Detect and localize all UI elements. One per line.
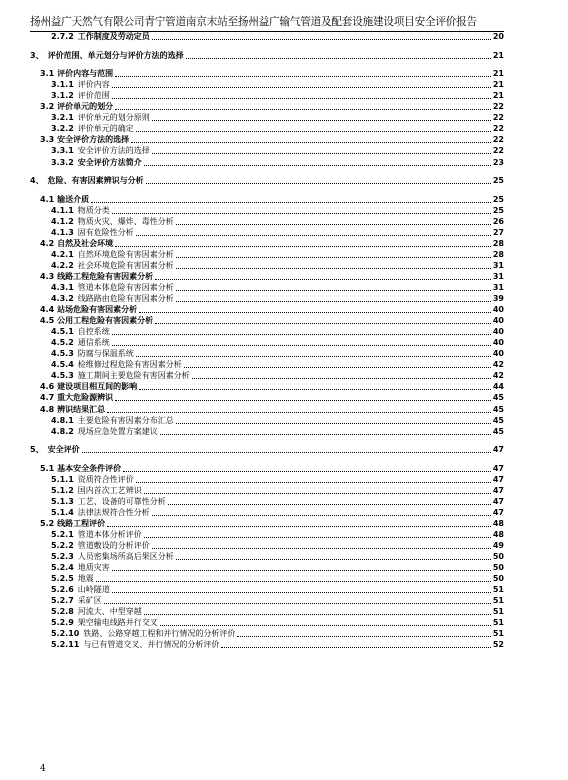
toc-entry-page: 40: [492, 349, 504, 359]
toc-entry-title: 评价内容: [77, 80, 110, 90]
toc-dot-leader: [112, 345, 491, 346]
toc-entry[interactable]: [30, 227, 504, 238]
toc-entry-page: 22: [492, 113, 504, 123]
toc-entry-page: 31: [492, 260, 504, 270]
toc-dot-leader: [192, 378, 491, 379]
toc-entry-page: 42: [492, 360, 504, 370]
toc-entry-number: 5.2.5: [51, 574, 74, 584]
toc-entry-title: 管道本体危险有害因素分析: [77, 282, 174, 292]
toc-entry[interactable]: [30, 304, 504, 315]
toc-entry-number: 5.2.2: [51, 541, 74, 551]
toc-dot-leader: [136, 356, 491, 357]
toc-entry-title: 物质分类: [77, 205, 110, 215]
toc-entry[interactable]: [30, 101, 504, 112]
toc-entry-number: 4.2: [40, 238, 55, 248]
toc-dot-leader: [184, 367, 491, 368]
toc-entry-number: 3.2.1: [51, 113, 74, 123]
toc-entry-page: 28: [492, 238, 504, 248]
toc-entry-title: 河流大、中型穿越: [77, 607, 142, 617]
toc-dot-leader: [112, 570, 491, 571]
toc-dot-leader: [176, 290, 491, 291]
toc-dot-leader: [152, 39, 491, 40]
toc-entry-number: 3.1: [40, 69, 55, 79]
toc-entry-page: 21: [492, 50, 504, 60]
toc-entry[interactable]: [30, 562, 504, 573]
toc-entry-title: 法律法规符合性分析: [77, 507, 150, 517]
toc-entry[interactable]: [30, 238, 504, 249]
toc-entry-number: 4.8.2: [51, 426, 74, 436]
toc-entry[interactable]: [30, 370, 504, 381]
toc-entry[interactable]: [30, 326, 504, 337]
toc-entry[interactable]: [30, 315, 504, 326]
toc-entry-page: 45: [492, 426, 504, 436]
toc-entry[interactable]: [30, 90, 504, 101]
toc-entry-number: 4.3.1: [51, 282, 74, 292]
toc-entry-title: 危险、有害因素辨识与分析: [47, 176, 144, 186]
toc-entry-page: 47: [492, 496, 504, 506]
toc-entry-number: 5、: [30, 445, 44, 455]
toc-entry[interactable]: [30, 444, 504, 455]
toc-entry-page: 51: [492, 596, 504, 606]
toc-entry-title: 辨识结果汇总: [57, 404, 106, 414]
toc-entry[interactable]: [30, 249, 504, 260]
toc-entry-page: 47: [492, 507, 504, 517]
toc-entry-number: 3.1.2: [51, 91, 74, 101]
toc-entry-page: 48: [492, 518, 504, 528]
toc-entry-number: 4.2.2: [51, 260, 74, 270]
toc-dot-leader: [152, 153, 491, 154]
toc-dot-leader: [176, 301, 491, 302]
toc-dot-leader: [139, 312, 491, 313]
toc-entry-page: 47: [492, 445, 504, 455]
toc-entry-number: 4.1.2: [51, 216, 74, 226]
toc-dot-leader: [115, 109, 491, 110]
toc-entry-number: 4.1.3: [51, 227, 74, 237]
toc-dot-leader: [91, 202, 491, 203]
toc-entry-number: 4.1: [40, 194, 55, 204]
toc-entry-page: 48: [492, 529, 504, 539]
toc-entry[interactable]: [30, 260, 504, 271]
toc-entry-title: 线路工程危险有害因素分析: [57, 271, 154, 281]
toc-entry-number: 5.2.8: [51, 607, 74, 617]
toc-dot-leader: [115, 76, 491, 77]
toc-dot-leader: [104, 603, 491, 604]
toc-entry-title: 通信系统: [77, 338, 110, 348]
toc-entry-title: 铁路、公路穿越工程和并行情况的分析评价: [83, 629, 236, 639]
toc-dot-leader: [136, 235, 491, 236]
toc-entry-page: 22: [492, 146, 504, 156]
toc-entry-number: 4.5.1: [51, 327, 74, 337]
toc-entry-number: 5.2.7: [51, 596, 74, 606]
toc-entry-page: 40: [492, 316, 504, 326]
toc-entry-number: 4.1.1: [51, 205, 74, 215]
toc-entry-number: 5.2.4: [51, 563, 74, 573]
toc-entry[interactable]: [30, 403, 504, 414]
toc-entry-title: 人员密集场所高后果区分析: [77, 552, 174, 562]
toc-entry[interactable]: [30, 381, 504, 392]
toc-dot-leader: [176, 268, 491, 269]
toc-entry-number: 5.1.3: [51, 496, 74, 506]
toc-entry[interactable]: [30, 426, 504, 437]
toc-entry[interactable]: [30, 518, 504, 529]
toc-entry-page: 51: [492, 618, 504, 628]
toc-entry[interactable]: [30, 628, 504, 639]
toc-entry-title: 自然及社会环境: [57, 238, 114, 248]
toc-entry-page: 45: [492, 415, 504, 425]
toc-entry[interactable]: [30, 584, 504, 595]
toc-entry-title: 社会环境危险有害因素分析: [77, 260, 174, 270]
toc-dot-leader: [168, 504, 491, 505]
toc-entry-number: 4.5: [40, 316, 55, 326]
toc-dot-leader: [115, 400, 491, 401]
toc-entry-number: 4.3: [40, 271, 55, 281]
toc-entry[interactable]: [30, 573, 504, 584]
toc-dot-leader: [115, 246, 491, 247]
toc-entry-title: 自控系统: [77, 327, 110, 337]
toc-entry-title: 评价单元的划分: [57, 102, 114, 112]
toc-entry[interactable]: [30, 496, 504, 507]
toc-entry[interactable]: [30, 282, 504, 293]
page-number: 4: [40, 764, 46, 774]
toc-entry-page: 21: [492, 69, 504, 79]
toc-entry-page: 21: [492, 91, 504, 101]
toc-entry-page: 52: [492, 640, 504, 650]
toc-entry[interactable]: [30, 31, 504, 42]
toc-entry-page: 47: [492, 485, 504, 495]
toc-dot-leader: [186, 58, 491, 59]
toc-entry-title: 评价单元的划分原则: [77, 113, 150, 123]
toc-dot-leader: [155, 279, 491, 280]
toc-entry-page: 45: [492, 393, 504, 403]
toc-entry[interactable]: [30, 348, 504, 359]
toc-entry-number: 3.1.1: [51, 80, 74, 90]
toc-entry[interactable]: [30, 205, 504, 216]
toc-dot-leader: [139, 389, 491, 390]
toc-entry[interactable]: [30, 68, 504, 79]
toc-entry[interactable]: [30, 359, 504, 370]
toc-entry-page: 39: [492, 294, 504, 304]
toc-dot-leader: [146, 183, 491, 184]
toc-dot-leader: [112, 98, 491, 99]
toc-dot-leader: [144, 493, 491, 494]
toc-entry-number: 4.5.3: [51, 371, 74, 381]
toc-entry-number: 4.7: [40, 393, 55, 403]
toc-entry-title: 主要危险有害因素分布汇总: [77, 415, 174, 425]
toc-dot-leader: [155, 323, 491, 324]
toc-entry-title: 基本安全条件评价: [57, 463, 122, 473]
toc-entry[interactable]: [30, 50, 504, 61]
toc-entry-title: 安全评价: [47, 445, 80, 455]
toc-entry-title: 检维修过程危险有害因素分析: [77, 360, 182, 370]
toc-entry-number: 3.3.1: [51, 146, 74, 156]
toc-entry[interactable]: [30, 485, 504, 496]
toc-entry-number: 4.8: [40, 404, 55, 414]
toc-entry-title: 评价范围、单元划分与评价方法的选择: [47, 50, 184, 60]
toc-entry-title: 站场危险有害因素分析: [57, 305, 138, 315]
toc-dot-leader: [112, 334, 491, 335]
toc-entry-page: 44: [492, 382, 504, 392]
toc-entry-number: 2.7.2: [51, 32, 74, 42]
toc-entry-page: 22: [492, 124, 504, 134]
toc-entry-title: 线路工程评价: [57, 518, 106, 528]
toc-dot-leader: [136, 482, 491, 483]
toc-entry[interactable]: [30, 337, 504, 348]
toc-entry-number: 5.2.6: [51, 585, 74, 595]
toc-dot-leader: [221, 647, 491, 648]
toc-entry-number: 5.2: [40, 518, 55, 528]
toc-entry[interactable]: [30, 134, 504, 145]
toc-entry[interactable]: [30, 175, 504, 186]
toc-entry[interactable]: [30, 606, 504, 617]
toc-entry[interactable]: [30, 156, 504, 167]
toc-entry-page: 23: [492, 157, 504, 167]
toc-entry-number: 4.5.4: [51, 360, 74, 370]
toc-entry-number: 4.3.2: [51, 294, 74, 304]
toc-entry-title: 固有危险性分析: [77, 227, 134, 237]
toc-dot-leader: [136, 131, 491, 132]
toc-entry-number: 5.1: [40, 463, 55, 473]
toc-entry-page: 42: [492, 371, 504, 381]
toc-dot-leader: [96, 581, 491, 582]
toc-dot-leader: [144, 614, 491, 615]
toc-dot-leader: [176, 224, 491, 225]
toc-entry[interactable]: [30, 79, 504, 90]
toc-entry-number: 3.2: [40, 102, 55, 112]
toc-entry-title: 评价单元的确定: [77, 124, 134, 134]
toc-entry-page: 40: [492, 305, 504, 315]
toc-entry[interactable]: [30, 507, 504, 518]
toc-entry-title: 工作制度及劳动定员: [77, 32, 150, 42]
toc-entry-page: 51: [492, 585, 504, 595]
toc-entry-page: 31: [492, 282, 504, 292]
toc-entry-page: 49: [492, 541, 504, 551]
toc-entry-number: 4.2.1: [51, 249, 74, 259]
toc-dot-leader: [176, 257, 491, 258]
toc-entry-number: 4.6: [40, 382, 55, 392]
toc-entry-title: 安全评价方法的选择: [77, 146, 150, 156]
toc-entry-title: 地震: [77, 574, 94, 584]
toc-entry-number: 5.1.4: [51, 507, 74, 517]
toc-entry[interactable]: [30, 415, 504, 426]
toc-entry[interactable]: [30, 617, 504, 628]
toc-dot-leader: [152, 515, 491, 516]
toc-entry-title: 地质灾害: [77, 563, 110, 573]
toc-entry-title: 评价范围: [77, 91, 110, 101]
toc-entry-number: 3.3.2: [51, 157, 74, 167]
toc-entry[interactable]: [30, 145, 504, 156]
toc-entry-page: 45: [492, 404, 504, 414]
toc-dot-leader: [112, 592, 491, 593]
toc-entry-title: 防腐与保温系统: [77, 349, 134, 359]
toc-entry-title: 采矿区: [77, 596, 102, 606]
toc-entry-page: 27: [492, 227, 504, 237]
toc-entry[interactable]: [30, 216, 504, 227]
toc-dot-leader: [152, 120, 491, 121]
toc-entry-page: 50: [492, 574, 504, 584]
toc-entry-page: 21: [492, 80, 504, 90]
toc-entry-number: 3、: [30, 50, 44, 60]
toc-entry-title: 安全评价方法的选择: [57, 135, 130, 145]
toc-dot-leader: [107, 526, 491, 527]
toc-dot-leader: [144, 165, 491, 166]
toc-entry-number: 5.1.2: [51, 485, 74, 495]
toc-dot-leader: [176, 423, 491, 424]
toc-entry[interactable]: [30, 112, 504, 123]
toc-entry-page: 26: [492, 216, 504, 226]
toc-entry-number: 3.3: [40, 135, 55, 145]
toc-dot-leader: [82, 452, 491, 453]
toc-dot-leader: [160, 434, 491, 435]
toc-entry[interactable]: [30, 392, 504, 403]
toc-entry-page: 40: [492, 327, 504, 337]
toc-dot-leader: [107, 412, 491, 413]
toc-entry-page: 47: [492, 474, 504, 484]
toc-entry-page: 50: [492, 563, 504, 573]
toc-entry-number: 4.8.1: [51, 415, 74, 425]
toc-entry-page: 51: [492, 629, 504, 639]
toc-entry-number: 4.5.3: [51, 349, 74, 359]
toc-entry-title: 重大危险源辨识: [57, 393, 114, 403]
toc-dot-leader: [237, 636, 491, 637]
toc-entry-title: 评价内容与范围: [57, 69, 114, 79]
toc-entry-title: 管道敷设的分析评价: [77, 541, 150, 551]
toc-entry-title: 现场应急处置方案建议: [77, 426, 158, 436]
toc-entry[interactable]: [30, 551, 504, 562]
toc-entry-page: 47: [492, 463, 504, 473]
toc-entry-title: 输送介质: [57, 194, 90, 204]
toc-entry-title: 国内首次工艺辨识: [77, 485, 142, 495]
toc-entry-number: 5.2.3: [51, 552, 74, 562]
toc-entry-title: 自然环境危险有害因素分析: [77, 249, 174, 259]
toc-entry-title: 工艺、设备的可靠性分析: [77, 496, 166, 506]
toc-dot-leader: [112, 213, 491, 214]
toc-entry-page: 25: [492, 194, 504, 204]
toc-dot-leader: [152, 548, 491, 549]
toc-entry[interactable]: [30, 540, 504, 551]
toc-entry[interactable]: [30, 463, 504, 474]
toc-entry[interactable]: [30, 529, 504, 540]
toc-entry-page: 40: [492, 338, 504, 348]
toc-entry-number: 4.4: [40, 305, 55, 315]
toc-entry-number: 4、: [30, 176, 44, 186]
toc-entry[interactable]: [30, 271, 504, 282]
toc-entry-title: 管道本体分析评价: [77, 529, 142, 539]
toc-entry-title: 公用工程危险有害因素分析: [57, 316, 154, 326]
toc-entry-page: 20: [492, 32, 504, 42]
toc-entry-number: 5.2.9: [51, 618, 74, 628]
toc-entry-title: 施工期间主要危险有害因素分析: [77, 371, 190, 381]
toc-entry-title: 建设项目相互间的影响: [57, 382, 138, 392]
toc-entry-page: 25: [492, 176, 504, 186]
toc-entry[interactable]: [30, 194, 504, 205]
document-header: 扬州益广天然气有限公司青宁管道南京末站至扬州益广输气管道及配套设施建设项目安全评价报告: [30, 16, 477, 28]
toc-entry-page: 28: [492, 249, 504, 259]
toc-entry-title: 资质符合性评价: [77, 474, 134, 484]
toc-entry[interactable]: [30, 293, 504, 304]
toc-entry-page: 22: [492, 135, 504, 145]
toc-entry-title: 架空输电线路并行交叉: [77, 618, 158, 628]
toc-entry-title: 安全评价方法简介: [77, 157, 142, 167]
toc-entry-page: 31: [492, 271, 504, 281]
toc-dot-leader: [176, 559, 491, 560]
toc-entry-number: 5.2.11: [51, 640, 80, 650]
table-of-contents: [30, 31, 504, 650]
toc-dot-leader: [123, 471, 491, 472]
toc-entry-page: 22: [492, 102, 504, 112]
toc-entry-title: 线路路由危险有害因素分析: [77, 294, 174, 304]
toc-entry-number: 5.2.1: [51, 529, 74, 539]
toc-entry-number: 5.1.1: [51, 474, 74, 484]
toc-entry[interactable]: [30, 123, 504, 134]
toc-entry-page: 51: [492, 607, 504, 617]
toc-entry-page: 50: [492, 552, 504, 562]
toc-dot-leader: [144, 537, 491, 538]
toc-entry-title: 与已有管道交叉、并行情况的分析评价: [83, 640, 220, 650]
toc-dot-leader: [112, 87, 491, 88]
toc-entry-page: 25: [492, 205, 504, 215]
toc-entry-number: 3.2.2: [51, 124, 74, 134]
toc-entry-title: 物质火灾、爆炸、毒性分析: [77, 216, 174, 226]
toc-entry-title: 山岭隧道: [77, 585, 110, 595]
toc-dot-leader: [160, 625, 491, 626]
toc-entry-number: 4.5.2: [51, 338, 74, 348]
toc-dot-leader: [131, 142, 491, 143]
toc-entry[interactable]: [30, 639, 504, 650]
toc-entry[interactable]: [30, 595, 504, 606]
toc-entry-number: 5.2.10: [51, 629, 80, 639]
toc-entry[interactable]: [30, 474, 504, 485]
